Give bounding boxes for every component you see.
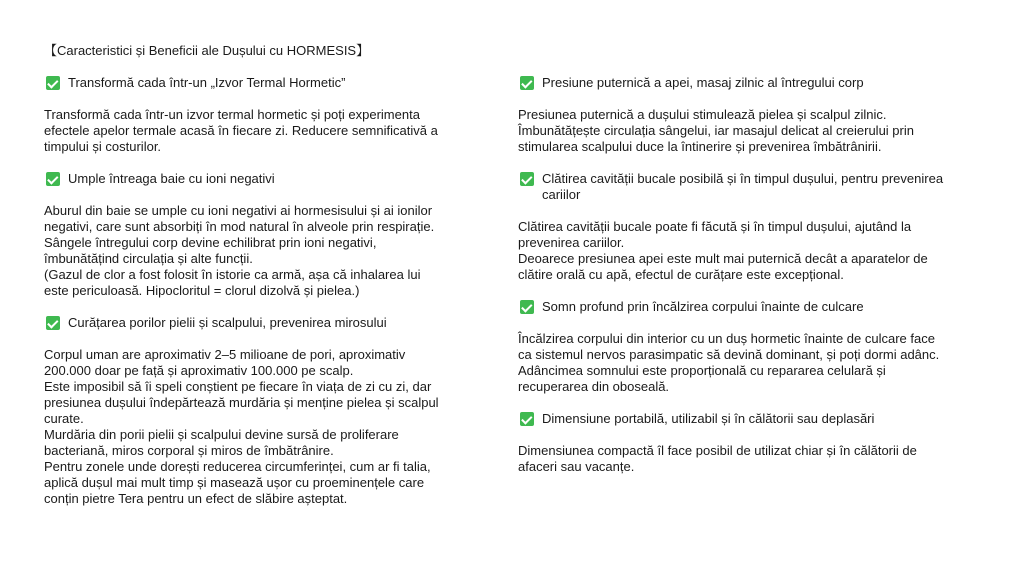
feature-text-line: Adâncimea somnului este proporțională cu repararea celulară și <box>518 363 886 378</box>
feature-heading-text: Dimensiune portabilă, utilizabil și în călătorii sau deplasări <box>542 411 875 426</box>
feature-section <box>518 171 968 283</box>
feature-heading <box>518 299 968 315</box>
feature-heading-text: Umple întreaga baie cu ioni negativi <box>68 171 275 186</box>
feature-heading <box>518 171 968 203</box>
feature-text-line: clătire orală cu apă, efectul de curățare este excepțional. <box>518 267 844 282</box>
feature-text-line: Sângele întregului corp devine echilibrat prin ioni negativi, <box>44 235 377 250</box>
feature-text-line: Aburul din baie se umple cu ioni negativi ai hormesisului și ai ionilor <box>44 203 433 218</box>
feature-text-line: afaceri sau vacanțe. <box>518 459 635 474</box>
feature-heading-text: Somn profund prin încălzirea corpului înainte de culcare <box>542 299 864 314</box>
feature-section <box>518 299 968 395</box>
feature-heading-text: Clătirea cavității bucale posibilă și în timpul dușului, pentru prevenirea cariilor <box>542 171 944 202</box>
feature-heading <box>44 75 464 91</box>
feature-text-line: Corpul uman are aproximativ 2–5 milioane de pori, aproximativ <box>44 347 406 362</box>
check-mark-button-icon <box>520 300 534 314</box>
feature-text-line: Clătirea cavității bucale poate fi făcută și în timpul dușului, ajutând la <box>518 219 912 234</box>
feature-section <box>518 411 968 475</box>
feature-text-line: Murdăria din porii pielii și scalpului devine sursă de proliferare <box>44 427 399 442</box>
feature-text-line: Transformă cada într-un izvor termal hormetic și poți experimenta <box>44 107 420 122</box>
check-mark-button-icon <box>46 76 60 90</box>
feature-section <box>44 75 464 155</box>
check-mark-button-icon <box>46 172 60 186</box>
check-mark-button-icon <box>46 316 60 330</box>
feature-text-line: bacteriană, miros corporal și miros de îmbătrânire. <box>44 443 334 458</box>
feature-text-line: curate. <box>44 411 84 426</box>
feature-heading <box>44 171 464 187</box>
feature-heading-text: Curățarea porilor pielii și scalpului, prevenirea mirosului <box>68 315 387 330</box>
check-mark-button-icon <box>520 412 534 426</box>
check-mark-button-icon <box>520 172 534 186</box>
feature-text-line: îmbunătățind circulația și alte funcții. <box>44 251 253 266</box>
feature-text-line: stimularea scalpului duce la întinerire și prevenirea îmbătrânirii. <box>518 139 882 154</box>
feature-text-line: ca sistemul nervos parasimpatic să devină dominant, și poți dormi adânc. <box>518 347 940 362</box>
feature-text-line: Încălzirea corpului din interior cu un duș hormetic înainte de culcare face <box>518 331 935 346</box>
feature-text-line: Pentru zonele unde dorești reducerea circumferinței, cum ar fi talia, <box>44 459 431 474</box>
right-column <box>518 75 968 491</box>
feature-section <box>518 75 968 155</box>
page-title: 【Caracteristici și Beneficii ale Dușului cu HORMESIS】 <box>44 43 370 58</box>
feature-heading <box>518 411 968 427</box>
feature-text-line: Dimensiunea compactă îl face posibil de utilizat chiar și în călătorii de <box>518 443 917 458</box>
feature-heading-text: Transformă cada într-un „Izvor Termal Hormetic” <box>68 75 346 90</box>
feature-text-line: timpului și costurilor. <box>44 139 162 154</box>
feature-text-line: aplică dușul mai mult timp și masează ușor cu proeminențele care <box>44 475 425 490</box>
left-column <box>44 75 464 523</box>
feature-text-line: Deoarece presiunea apei este mult mai puternică decât a aparatelor de <box>518 251 928 266</box>
feature-heading <box>518 75 968 91</box>
feature-text-line: presiunea dușului îndepărtează murdăria și menține pielea și scalpul <box>44 395 439 410</box>
feature-text-line: Presiunea puternică a dușului stimulează pielea și scalpul zilnic. <box>518 107 887 122</box>
feature-text-line: este periculoasă. Hipocloritul = clorul dizolvă și pielea.) <box>44 283 360 298</box>
feature-text-line: 200.000 doar pe față și aproximativ 100.000 pe scalp. <box>44 363 354 378</box>
feature-text-line: efectele apelor termale acasă în fiecare zi. Reducere semnificativă a <box>44 123 438 138</box>
feature-heading-text: Presiune puternică a apei, masaj zilnic al întregului corp <box>542 75 864 90</box>
check-mark-button-icon <box>520 76 534 90</box>
feature-text-line: prevenirea cariilor. <box>518 235 625 250</box>
feature-text-line: Îmbunătățește circulația sângelui, iar masajul delicat al creierului prin <box>518 123 914 138</box>
feature-section <box>44 315 464 507</box>
feature-section <box>44 171 464 299</box>
feature-text-line: negativi, care sunt absorbiți în mod natural în alveole prin respirație. <box>44 219 435 234</box>
feature-text-line: recuperarea din oboseală. <box>518 379 670 394</box>
feature-text-line: conțin pietre Tera pentru un efect de slăbire așteptat. <box>44 491 348 506</box>
feature-text-line: Este imposibil să îi speli conștient pe fiecare în viața de zi cu zi, dar <box>44 379 432 394</box>
feature-heading <box>44 315 464 331</box>
feature-text-line: (Gazul de clor a fost folosit în istorie ca armă, așa că inhalarea lui <box>44 267 421 282</box>
